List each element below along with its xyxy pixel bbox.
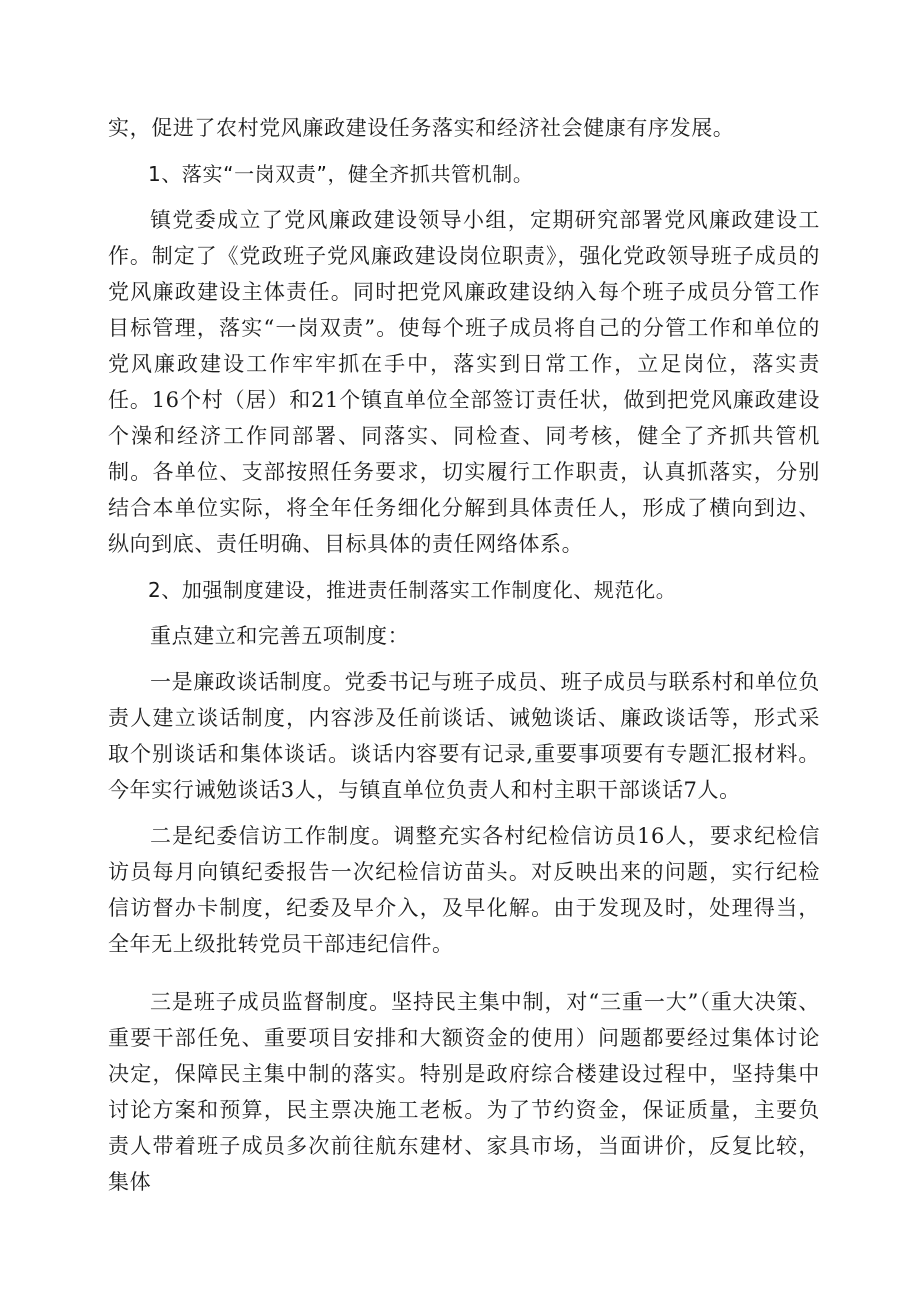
section-heading-2: 2、加强制度建设，推进责任制落实工作制度化、规范化。 <box>148 578 677 602</box>
paragraph-supervision-system: 三是班子成员监督制度。坚持民主集中制，对“三重一大”（重大决策、重要干部任免、重要项目安排和大额资金的使用）问题都要经过集体讨论决定，保障民主集中制的落实。特别是政府综合楼建设过程中，坚持集中讨论方案和预算，民主票决施工老板。为了节约资金，保证质量，主要负责人带着班子成员多次前往航东建材、家具市场，当面讲价，反复比较，集体 <box>108 990 820 1194</box>
paragraph-petition-system: 二是纪委信访工作制度。调整充实各村纪检信访员16人，要求纪检信访员每月向镇纪委报告一次纪检信访苗头。对反映出来的问题，实行纪检信访督办卡制度，纪委及早介入，及早化解。由于发现及时，处理得当，全年无上级批转党员干部违纪信件。 <box>108 824 820 956</box>
paragraph-five-systems: 重点建立和完善五项制度： <box>150 624 410 648</box>
paragraph-talk-system: 一是廉政谈话制度。党委书记与班子成员、班子成员与联系村和单位负责人建立谈话制度，内容涉及任前谈话、诫勉谈话、廉政谈话等，形式采取个别谈话和集体谈话。谈话内容要有记录,重要事项要有专题汇报材料。今年实行诫勉谈话3人，与镇直单位负责人和村主职干部谈话7人。 <box>108 670 820 802</box>
document-body <box>108 110 820 1210</box>
paragraph-responsibility: 镇党委成立了党风廉政建设领导小组，定期研究部署党风廉政建设工作。制定了《党政班子党风廉政建设岗位职责》，强化党政领导班子成员的党风廉政建设主体责任。同时把党风廉政建设纳入每个班子成员分管工作目标管理，落实“一岗双责”。使每个班子成员将自己的分管工作和单位的党风廉政建设工作牢牢抓在手中，落实到日常工作，立足岗位，落实责任。16个村（居）和21个镇直单位全部签订责任状，做到把党风廉政建设个澡和经济工作同部署、同落实、同检查、同考核，健全了齐抓共管机制。各单位、支部按照任务要求，切实履行工作职责，认真抓落实，分别结合本单位实际，将全年任务细化分解到具体责任人，形成了横向到边、纵向到底、责任明确、目标具体的责任网络体系。 <box>108 208 820 556</box>
paragraph-continuation: 实，促进了农村党风廉政建设任务落实和经济社会健康有序发展。 <box>108 116 735 140</box>
section-heading-1: 1、落实“一岗双责”，健全齐抓共管机制。 <box>148 162 534 186</box>
